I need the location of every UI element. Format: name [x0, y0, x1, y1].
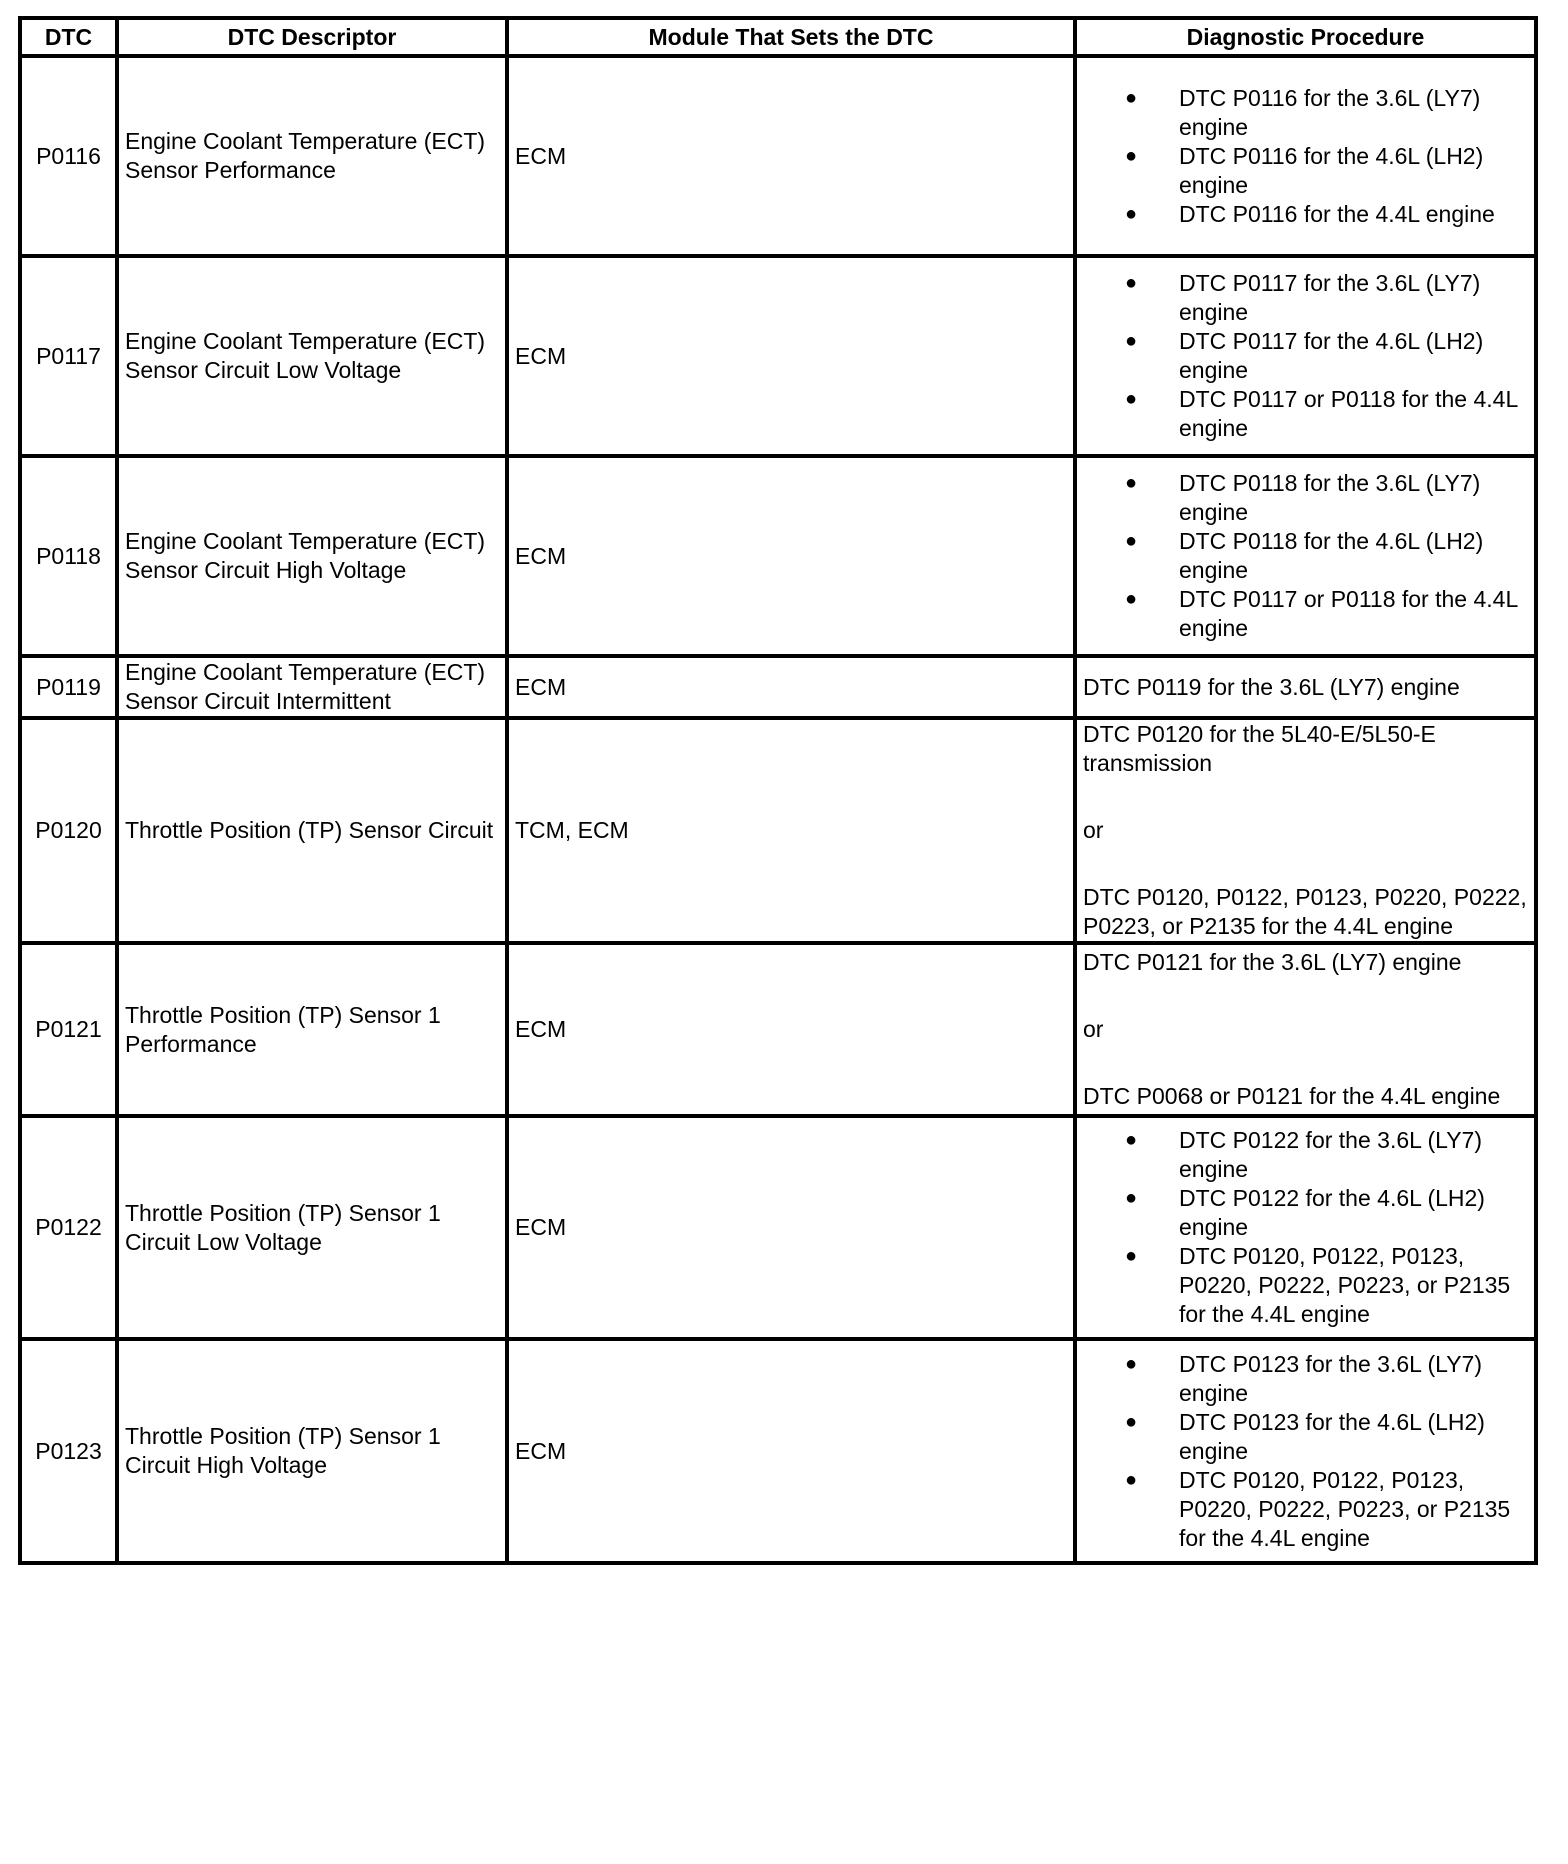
- module: ECM: [507, 656, 1075, 718]
- procedure-link[interactable]: DTC P0123 for the 3.6L (LY7) engine: [1179, 1350, 1482, 1406]
- dtc-descriptor: Throttle Position (TP) Sensor 1 Circuit High Voltage: [117, 1339, 507, 1563]
- bullet-icon: ●: [1125, 1410, 1138, 1433]
- dtc-descriptor: Engine Coolant Temperature (ECT) Sensor Circuit Intermittent: [117, 656, 507, 718]
- bullet-icon: ●: [1125, 588, 1138, 610]
- table-row: [20, 456, 1536, 656]
- procedure-item[interactable]: [1125, 269, 1528, 327]
- procedure-link[interactable]: DTC P0116 for the 4.6L (LH2) engine: [1179, 142, 1484, 198]
- table-row: [20, 1339, 1536, 1563]
- procedure-item[interactable]: [1125, 469, 1528, 527]
- procedure-link[interactable]: DTC P0119 for the 3.6L (LY7) engine: [1083, 673, 1460, 700]
- procedure-item[interactable]: [1125, 1242, 1528, 1329]
- diagnostic-procedure: [1075, 456, 1536, 656]
- procedure-item[interactable]: [1125, 1408, 1528, 1466]
- dtc-code: P0117: [20, 256, 117, 456]
- procedure-item[interactable]: [1125, 527, 1528, 585]
- procedure-link[interactable]: DTC P0117 or P0118 for the 4.4L engine: [1179, 586, 1518, 641]
- module: ECM: [507, 1339, 1075, 1563]
- bullet-icon: ●: [1125, 388, 1138, 410]
- diagnostic-procedure: [1075, 943, 1536, 1116]
- table-row: [20, 56, 1536, 256]
- procedure-item[interactable]: [1125, 142, 1528, 200]
- procedure-item[interactable]: [1125, 200, 1528, 229]
- procedure-link[interactable]: DTC P0117 or P0118 for the 4.4L engine: [1179, 386, 1518, 441]
- header-dtc: DTC: [20, 18, 117, 56]
- header-procedure: Diagnostic Procedure: [1075, 18, 1536, 56]
- table-row: [20, 943, 1536, 1116]
- table-row: [20, 656, 1536, 718]
- procedure-link[interactable]: DTC P0117 for the 4.6L (LH2) engine: [1179, 328, 1484, 383]
- bullet-icon: ●: [1125, 202, 1138, 225]
- header-module: Module That Sets the DTC: [507, 18, 1075, 56]
- procedure-list: [1083, 84, 1528, 229]
- dtc-descriptor: Engine Coolant Temperature (ECT) Sensor Performance: [117, 56, 507, 256]
- module: ECM: [507, 256, 1075, 456]
- diagnostic-procedure: [1075, 56, 1536, 256]
- procedure-item[interactable]: [1125, 1184, 1528, 1242]
- bullet-icon: ●: [1125, 330, 1138, 352]
- procedure-link[interactable]: DTC P0120, P0122, P0123, P0220, P0222, P0223, or P2135 for the 4.4L engine: [1179, 1243, 1511, 1327]
- dtc-descriptor: Engine Coolant Temperature (ECT) Sensor Circuit Low Voltage: [117, 256, 507, 456]
- procedure-link[interactable]: DTC P0116 for the 3.6L (LY7) engine: [1179, 84, 1481, 140]
- dtc-descriptor: Throttle Position (TP) Sensor Circuit: [117, 718, 507, 943]
- dtc-descriptor: Throttle Position (TP) Sensor 1 Performance: [117, 943, 507, 1116]
- dtc-code: P0119: [20, 656, 117, 718]
- diagnostic-procedure: [1075, 256, 1536, 456]
- diagnostic-procedure: [1075, 1339, 1536, 1563]
- procedure-link[interactable]: DTC P0118 for the 3.6L (LY7) engine: [1179, 470, 1481, 525]
- module: TCM, ECM: [507, 718, 1075, 943]
- bullet-icon: ●: [1125, 1187, 1138, 1209]
- dtc-descriptor: Engine Coolant Temperature (ECT) Sensor Circuit High Voltage: [117, 456, 507, 656]
- dtc-code: P0118: [20, 456, 117, 656]
- diagnostic-procedure: [1075, 718, 1536, 943]
- procedure-link[interactable]: DTC P0120, P0122, P0123, P0220, P0222, P0223, or P2135 for the 4.4L engine: [1083, 884, 1527, 939]
- bullet-icon: ●: [1125, 530, 1138, 552]
- dtc-code: P0123: [20, 1339, 117, 1563]
- procedure-link[interactable]: DTC P0122 for the 4.6L (LH2) engine: [1179, 1185, 1485, 1240]
- bullet-icon: ●: [1125, 272, 1138, 294]
- dtc-code: P0116: [20, 56, 117, 256]
- procedure-item[interactable]: [1125, 84, 1528, 142]
- table-row: [20, 256, 1536, 456]
- bullet-icon: ●: [1125, 144, 1138, 167]
- procedure-or: or: [1083, 1016, 1104, 1042]
- procedure-link[interactable]: DTC P0118 for the 4.6L (LH2) engine: [1179, 528, 1484, 583]
- procedure-item[interactable]: [1125, 1350, 1528, 1408]
- dtc-code: P0122: [20, 1116, 117, 1339]
- procedure-item[interactable]: [1125, 385, 1528, 443]
- procedure-link[interactable]: DTC P0120, P0122, P0123, P0220, P0222, P0223, or P2135 for the 4.4L engine: [1179, 1466, 1511, 1551]
- procedure-list: [1083, 469, 1528, 643]
- bullet-icon: ●: [1125, 472, 1138, 494]
- procedure-item[interactable]: [1125, 585, 1528, 643]
- module: ECM: [507, 1116, 1075, 1339]
- spacer: [1083, 778, 1528, 816]
- spacer: [1083, 977, 1528, 1015]
- procedure-link[interactable]: DTC P0117 for the 3.6L (LY7) engine: [1179, 270, 1481, 325]
- spacer: [1083, 1044, 1528, 1082]
- procedure-list: [1083, 1126, 1528, 1329]
- bullet-icon: ●: [1125, 1129, 1138, 1151]
- bullet-icon: ●: [1125, 1245, 1138, 1267]
- procedure-item[interactable]: [1125, 327, 1528, 385]
- dtc-code: P0121: [20, 943, 117, 1116]
- diagnostic-procedure: [1075, 1116, 1536, 1339]
- procedure-link[interactable]: DTC P0122 for the 3.6L (LY7) engine: [1179, 1127, 1482, 1182]
- header-descriptor: DTC Descriptor: [117, 18, 507, 56]
- module: ECM: [507, 456, 1075, 656]
- procedure-link[interactable]: DTC P0123 for the 4.6L (LH2) engine: [1179, 1408, 1485, 1464]
- module: ECM: [507, 943, 1075, 1116]
- procedure-link[interactable]: DTC P0121 for the 3.6L (LY7) engine: [1083, 949, 1462, 975]
- dtc-table: [18, 16, 1538, 1565]
- bullet-icon: ●: [1125, 1352, 1138, 1375]
- module: ECM: [507, 56, 1075, 256]
- bullet-icon: ●: [1125, 1468, 1138, 1491]
- dtc-code: P0120: [20, 718, 117, 943]
- procedure-link[interactable]: DTC P0116 for the 4.4L engine: [1179, 200, 1495, 227]
- procedure-list: [1083, 269, 1528, 443]
- procedure-item[interactable]: [1125, 1126, 1528, 1184]
- dtc-descriptor: Throttle Position (TP) Sensor 1 Circuit Low Voltage: [117, 1116, 507, 1339]
- procedure-link[interactable]: DTC P0068 or P0121 for the 4.4L engine: [1083, 1083, 1501, 1109]
- procedure-or: or: [1083, 817, 1104, 843]
- diagnostic-procedure: [1075, 656, 1536, 718]
- table-row: [20, 1116, 1536, 1339]
- procedure-list: [1083, 1350, 1528, 1553]
- bullet-icon: ●: [1125, 86, 1138, 109]
- procedure-link[interactable]: DTC P0120 for the 5L40-E/5L50-E transmission: [1083, 721, 1436, 776]
- procedure-item[interactable]: [1125, 1466, 1528, 1553]
- spacer: [1083, 845, 1528, 883]
- header-row: [20, 18, 1536, 56]
- table-row: [20, 718, 1536, 943]
